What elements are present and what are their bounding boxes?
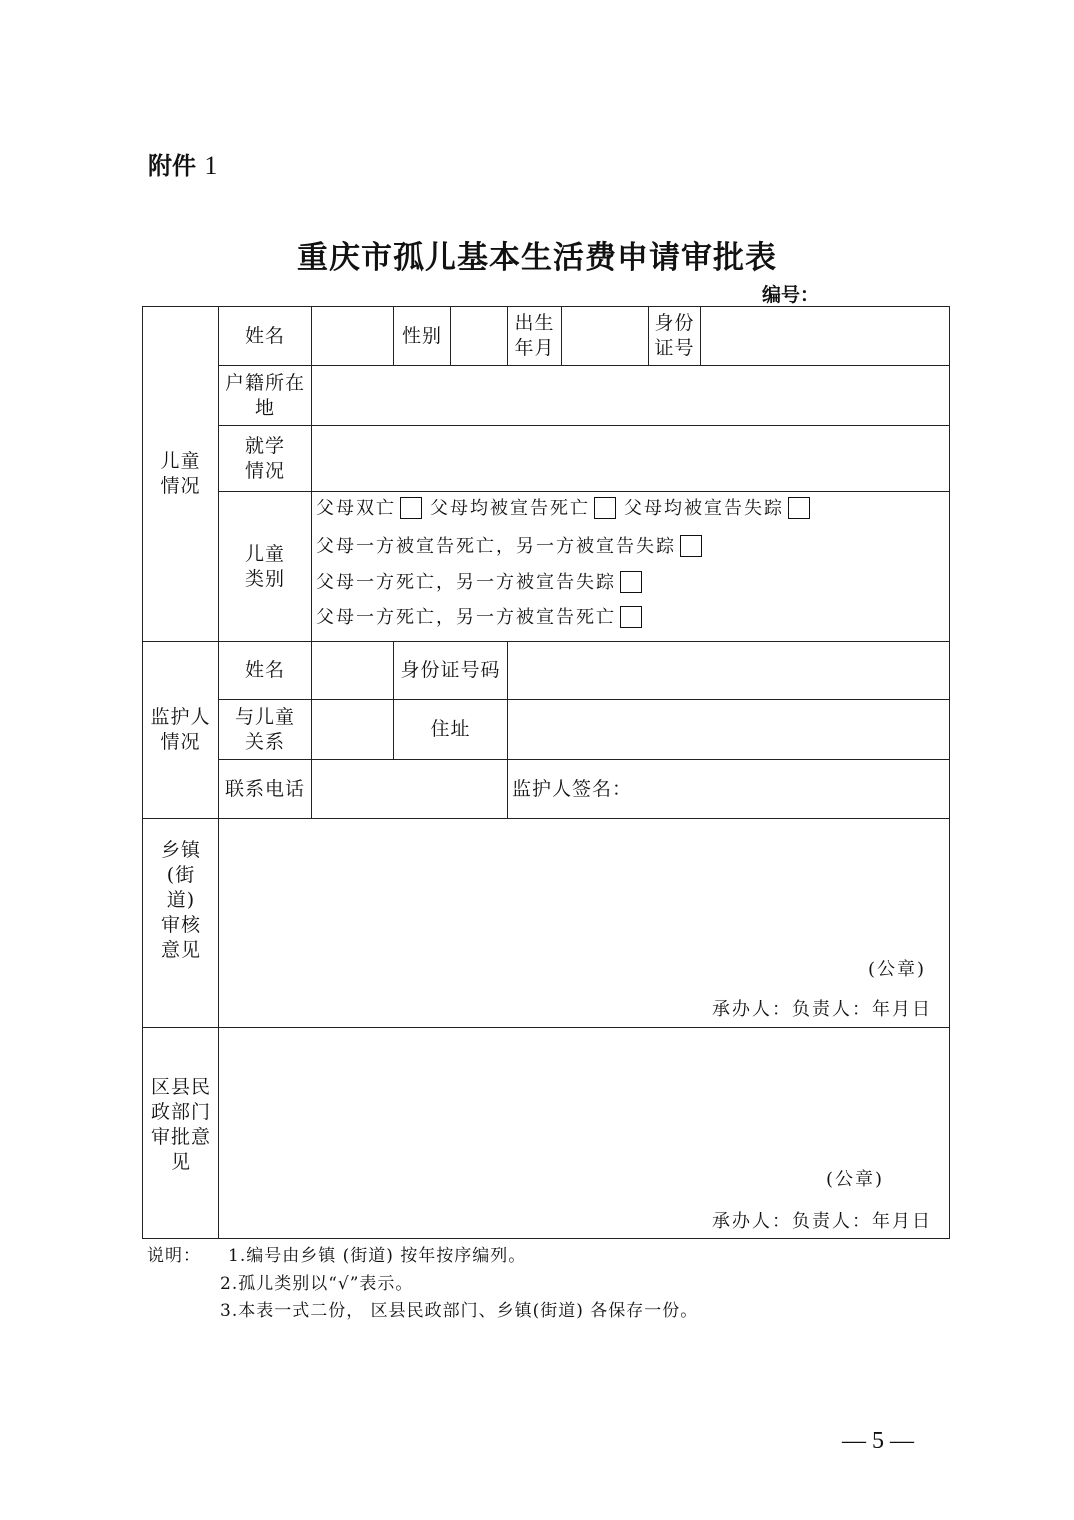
attachment-label: 附件 1 [148, 151, 218, 180]
attachment-number: 1 [204, 151, 218, 180]
district-approval-label: 区县民政部门审批意见 [150, 1076, 211, 1173]
category-row-1 [316, 497, 818, 521]
township-sign-line: 承办人：负责人：年月日 [712, 999, 932, 1020]
child-section-label: 儿童情况 [160, 450, 201, 497]
category-checkbox-both-declared-dead[interactable] [594, 497, 616, 519]
page-number: — 5 — [842, 1428, 914, 1454]
guardian-id-field[interactable] [508, 642, 949, 699]
category-option-label: 父母一方死亡，另一方被宣告死亡 [316, 607, 616, 628]
district-seal: (公章) [826, 1169, 885, 1190]
category-option-label: 父母一方死亡，另一方被宣告失踪 [316, 572, 616, 593]
child-id-label: 身份证号 [654, 312, 695, 359]
guardian-signature-label: 监护人签名： [512, 777, 633, 800]
category-checkbox-both-declared-missing[interactable] [788, 497, 810, 519]
form-title: 重庆市孤儿基本生活费申请审批表 [297, 240, 777, 276]
relation-label: 与儿童关系 [234, 705, 295, 753]
child-id-field[interactable] [701, 307, 949, 365]
category-option-label: 父母双亡 [316, 498, 396, 519]
child-name-label: 姓名 [244, 324, 285, 347]
category-checkbox-one-declared-dead-other-missing[interactable] [680, 535, 702, 557]
district-sign-line: 承办人：负责人：年月日 [712, 1211, 932, 1232]
township-seal: (公章) [868, 959, 927, 980]
district-approval-field[interactable] [219, 1028, 949, 1168]
child-gender-label: 性别 [401, 324, 442, 347]
category-label: 儿童类别 [244, 542, 285, 590]
child-birth-field[interactable] [562, 307, 648, 365]
category-option-label: 父母一方被宣告死亡，另一方被宣告失踪 [316, 536, 676, 557]
relation-field[interactable] [312, 700, 393, 759]
household-field[interactable] [312, 366, 949, 425]
schooling-field[interactable] [312, 426, 949, 491]
township-review-field[interactable] [219, 819, 949, 959]
guardian-section-label: 监护人情况 [150, 706, 211, 753]
note-item: 2.孤儿类别以“√”表示。 [220, 1274, 414, 1294]
household-label: 户籍所在地 [224, 371, 305, 419]
child-gender-field[interactable] [451, 307, 507, 365]
category-option-label: 父母均被宣告死亡 [430, 498, 590, 519]
category-row-2 [316, 535, 710, 559]
phone-field[interactable] [312, 760, 507, 818]
child-name-field[interactable] [312, 307, 393, 365]
address-field[interactable] [508, 700, 949, 759]
note-item: 1.编号由乡镇 (街道) 按年按序编列。 [228, 1246, 527, 1266]
category-row-4 [316, 606, 650, 630]
category-row-3 [316, 571, 650, 595]
child-birth-label: 出生年月 [514, 312, 555, 359]
guardian-id-label: 身份证号码 [400, 659, 501, 681]
category-option-label: 父母均被宣告失踪 [624, 498, 784, 519]
schooling-label: 就学情况 [244, 434, 285, 482]
serial-number-label: 编号： [762, 284, 820, 306]
address-label: 住址 [430, 718, 471, 740]
category-checkbox-both-dead[interactable] [400, 497, 422, 519]
township-review-label: 乡镇(街道)审核意见 [160, 838, 201, 961]
guardian-name-field[interactable] [312, 642, 393, 699]
guardian-name-label: 姓名 [244, 659, 285, 681]
note-item: 3.本表一式二份， 区县民政部门、乡镇(街道) 各保存一份。 [220, 1301, 699, 1321]
phone-label: 联系电话 [224, 777, 305, 800]
notes-label: 说明： [147, 1246, 201, 1266]
category-checkbox-one-dead-other-declared-dead[interactable] [620, 606, 642, 628]
category-checkbox-one-dead-other-missing[interactable] [620, 571, 642, 593]
